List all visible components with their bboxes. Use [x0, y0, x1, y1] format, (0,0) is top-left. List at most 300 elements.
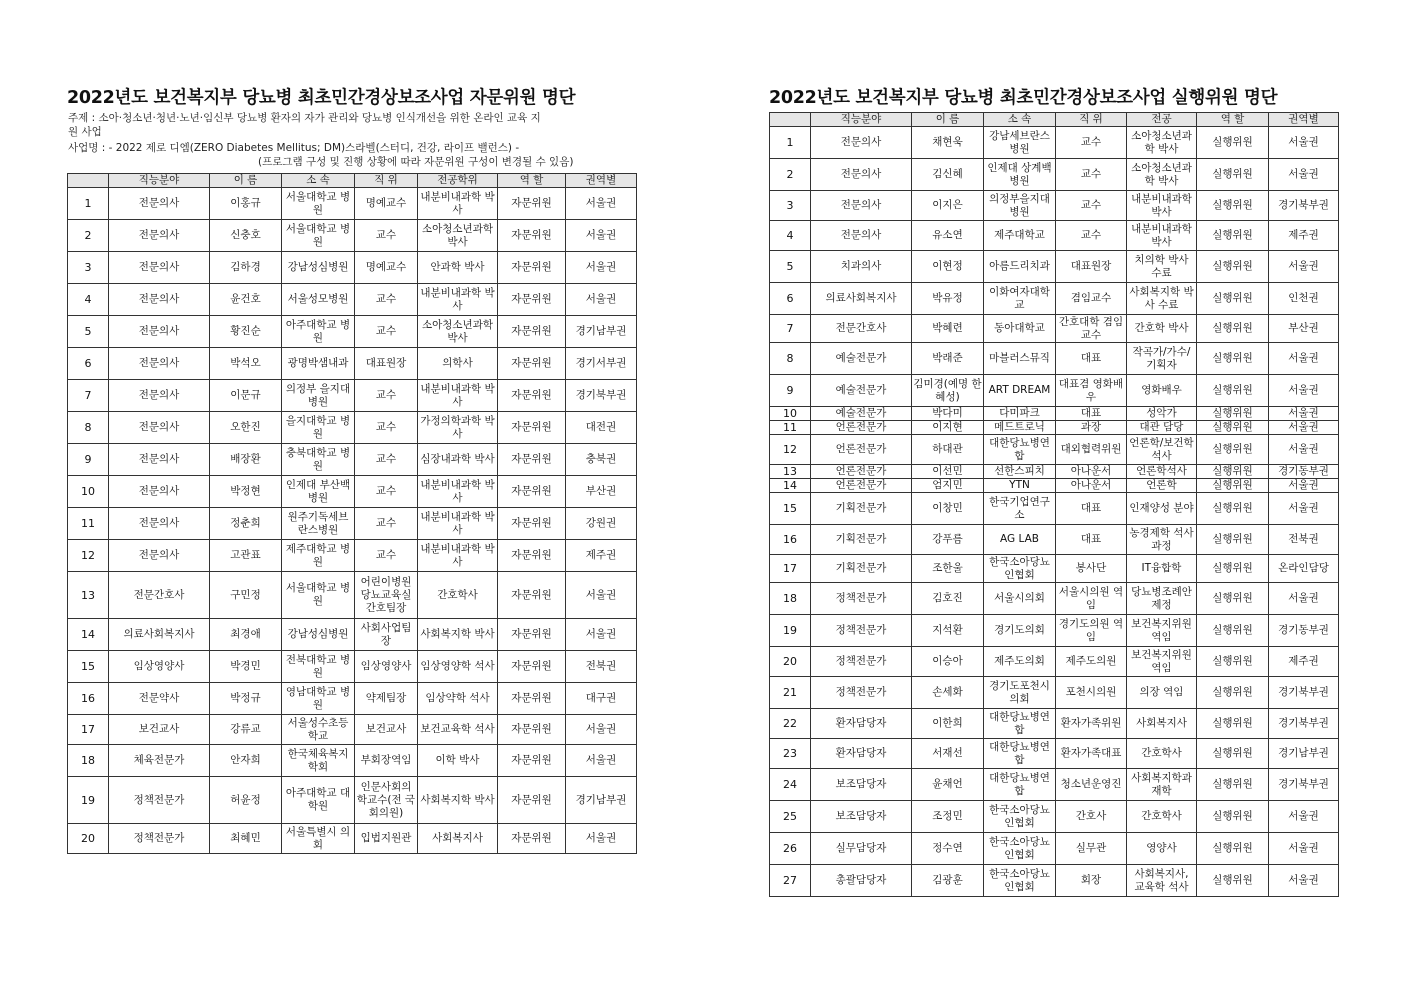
table-cell: 한국소아당뇨인협회: [984, 801, 1056, 833]
table-row: [68, 619, 637, 651]
table-cell: 대표원장: [355, 348, 418, 380]
table-cell: 전문간호사: [109, 572, 210, 619]
table-cell: 실행위원: [1197, 615, 1269, 647]
table-cell: 김신혜: [912, 159, 984, 191]
table-cell: 경기북부권: [566, 380, 637, 412]
table-cell: 박혜련: [912, 315, 984, 343]
table-cell: 사회복지학 박사: [418, 777, 498, 824]
table-cell: 사회복지학과 재학: [1127, 769, 1197, 801]
table-cell: 이창민: [912, 493, 984, 525]
table-cell: 동아대학교: [984, 315, 1056, 343]
table-cell: 자문위원: [498, 619, 566, 651]
table-cell: 정수연: [912, 833, 984, 865]
table-cell: 정책전문가: [109, 777, 210, 824]
table-cell: 서울대학교 병원: [282, 572, 355, 619]
table-cell: 실행위원: [1197, 493, 1269, 525]
table-cell: 경기동부권: [1269, 465, 1339, 479]
table-cell: 7: [68, 380, 109, 412]
table-cell: 대한당뇨병연합: [984, 769, 1056, 801]
table-cell: 입법지원관: [355, 824, 418, 854]
table-cell: 서울권: [1269, 583, 1339, 615]
table-cell: 6: [68, 348, 109, 380]
table-cell: 실무담당자: [811, 833, 912, 865]
table-cell: 실행위원: [1197, 251, 1269, 283]
table-cell: 실행위원: [1197, 127, 1269, 159]
table-cell: 아주대학교 대학원: [282, 777, 355, 824]
table-cell: 전문의사: [109, 444, 210, 476]
table-cell: 서울권: [1269, 833, 1339, 865]
table-cell: 전문의사: [109, 540, 210, 572]
table-cell: 부회장역임: [355, 745, 418, 777]
table-cell: 서울특별시 의회: [282, 824, 355, 854]
table-cell: 신충호: [210, 220, 282, 252]
table-cell: 이화여자대학교: [984, 283, 1056, 315]
table-cell: 실행위원: [1197, 833, 1269, 865]
table-row: [68, 508, 637, 540]
table-cell: 기획전문가: [811, 555, 912, 583]
table-cell: 경기북부권: [1269, 191, 1339, 221]
table-row: [770, 769, 1339, 801]
table-cell: 김미경(예명 한혜성): [912, 375, 984, 407]
table-cell: 15: [68, 651, 109, 683]
table-cell: 환자담당자: [811, 739, 912, 769]
table-cell: 명예교수: [355, 188, 418, 220]
table-row: [68, 476, 637, 508]
table-cell: 예술전문가: [811, 407, 912, 421]
table-row: [68, 220, 637, 252]
table-cell: 7: [770, 315, 811, 343]
table-cell: 인제대 상계백병원: [984, 159, 1056, 191]
table-cell: 대표: [1056, 493, 1127, 525]
table-cell: 교수: [355, 476, 418, 508]
table-cell: 포천시의원: [1056, 677, 1127, 709]
table-cell: 실행위원: [1197, 343, 1269, 375]
table-row: [770, 493, 1339, 525]
table-cell: 부산권: [566, 476, 637, 508]
table-row: [770, 739, 1339, 769]
table-cell: 2: [770, 159, 811, 191]
table-cell: 교수: [1056, 191, 1127, 221]
table-cell: 자문위원: [498, 683, 566, 715]
table-cell: 인제대 부산백병원: [282, 476, 355, 508]
table-cell: 제주권: [1269, 221, 1339, 251]
table-cell: 보건교사: [109, 715, 210, 745]
table-cell: 오한진: [210, 412, 282, 444]
table-cell: 과장: [1056, 421, 1127, 435]
table-cell: 전문의사: [109, 380, 210, 412]
table-cell: 실행위원: [1197, 865, 1269, 897]
table-cell: 박정현: [210, 476, 282, 508]
table-cell: 내분비내과학 박사: [418, 476, 498, 508]
table-cell: 간호사: [1056, 801, 1127, 833]
table-row: [770, 801, 1339, 833]
table-cell: 13: [770, 465, 811, 479]
table-row: [68, 540, 637, 572]
table-row: [68, 348, 637, 380]
table-cell: 윤건호: [210, 284, 282, 316]
left-header-col-1: 직능분야: [109, 174, 210, 188]
left-header-col-5: 전공학위: [418, 174, 498, 188]
table-cell: 16: [68, 683, 109, 715]
table-row: [68, 284, 637, 316]
table-cell: 허윤정: [210, 777, 282, 824]
table-row: [770, 315, 1339, 343]
table-cell: 광명박샘내과: [282, 348, 355, 380]
table-cell: 19: [770, 615, 811, 647]
table-cell: 자문위원: [498, 412, 566, 444]
table-cell: 당뇨병조례안 제정: [1127, 583, 1197, 615]
table-cell: 예술전문가: [811, 375, 912, 407]
table-cell: 임상영양사: [109, 651, 210, 683]
table-cell: 박석오: [210, 348, 282, 380]
table-cell: 하대관: [912, 435, 984, 465]
table-cell: 정책전문가: [811, 615, 912, 647]
table-cell: 봉사단: [1056, 555, 1127, 583]
table-cell: 27: [770, 865, 811, 897]
table-cell: 안자희: [210, 745, 282, 777]
table-cell: 보조담당자: [811, 769, 912, 801]
table-cell: 마블러스뮤직: [984, 343, 1056, 375]
table-cell: 환자가족위원: [1056, 709, 1127, 739]
table-cell: 22: [770, 709, 811, 739]
table-cell: 유소연: [912, 221, 984, 251]
table-cell: 대표: [1056, 343, 1127, 375]
table-cell: 언론학/보건학 석사: [1127, 435, 1197, 465]
table-cell: 실행위원: [1197, 421, 1269, 435]
table-cell: 15: [770, 493, 811, 525]
table-cell: 경기도의원 역임: [1056, 615, 1127, 647]
table-cell: 다미파크: [984, 407, 1056, 421]
table-cell: 제주권: [1269, 647, 1339, 677]
left-header-col-7: 권역별: [566, 174, 637, 188]
table-cell: 치과의사: [811, 251, 912, 283]
table-cell: 서울권: [566, 188, 637, 220]
table-cell: 사회복지사: [418, 824, 498, 854]
left-title: 2022년도 보건복지부 당뇨병 최초민간경상보조사업 자문위원 명단: [67, 88, 576, 108]
table-cell: 손세화: [912, 677, 984, 709]
right-header-col-6: 역 할: [1197, 113, 1269, 127]
table-cell: 자문위원: [498, 715, 566, 745]
table-row: [68, 651, 637, 683]
table-cell: 교수: [355, 284, 418, 316]
table-cell: 엄지민: [912, 479, 984, 493]
table-cell: 이홍규: [210, 188, 282, 220]
table-cell: 작곡가/가수/기획자: [1127, 343, 1197, 375]
table-row: [68, 188, 637, 220]
table-cell: 성악가: [1127, 407, 1197, 421]
table-cell: 전문의사: [109, 476, 210, 508]
table-cell: 서울권: [1269, 375, 1339, 407]
table-cell: 9: [770, 375, 811, 407]
table-cell: 자문위원: [498, 348, 566, 380]
table-cell: 김광훈: [912, 865, 984, 897]
table-cell: 보건복지위원 역임: [1127, 647, 1197, 677]
table-cell: 실행위원: [1197, 283, 1269, 315]
table-cell: 대전권: [566, 412, 637, 444]
table-cell: 인천권: [1269, 283, 1339, 315]
table-cell: 서울권: [566, 284, 637, 316]
table-cell: 17: [770, 555, 811, 583]
table-cell: 전문의사: [109, 348, 210, 380]
table-cell: 구민정: [210, 572, 282, 619]
table-cell: 서울권: [566, 715, 637, 745]
table-cell: 교수: [1056, 159, 1127, 191]
table-cell: 약제팀장: [355, 683, 418, 715]
table-cell: 서울권: [566, 745, 637, 777]
table-cell: 인문사회의학교수(전 국회의원): [355, 777, 418, 824]
table-row: [770, 709, 1339, 739]
table-cell: 사회사업팀장: [355, 619, 418, 651]
table-cell: 한국기업연구소: [984, 493, 1056, 525]
table-cell: 전문의사: [109, 188, 210, 220]
table-cell: 17: [68, 715, 109, 745]
table-cell: 한국소아당뇨인협회: [984, 555, 1056, 583]
table-cell: 서울시의원 역임: [1056, 583, 1127, 615]
table-cell: 서울권: [1269, 343, 1339, 375]
table-cell: 전문약사: [109, 683, 210, 715]
table-cell: 서울권: [1269, 127, 1339, 159]
table-cell: 간호학사: [1127, 801, 1197, 833]
table-row: [770, 343, 1339, 375]
table-cell: 실행위원: [1197, 769, 1269, 801]
table-cell: 소아청소년과학 박사: [418, 316, 498, 348]
table-cell: 이학 박사: [418, 745, 498, 777]
table-cell: 간호대학 겸임교수: [1056, 315, 1127, 343]
advisory-committee-table: [67, 173, 637, 854]
table-cell: 소아청소년과학 박사: [418, 220, 498, 252]
table-cell: 자문위원: [498, 824, 566, 854]
table-cell: 의학사: [418, 348, 498, 380]
table-cell: 이선민: [912, 465, 984, 479]
left-subject-line1: 주제 : 소아·청소년·청년·노년·임신부 당뇨병 환자의 자가 관리와 당뇨병 인식개선을 위한 온라인 교육 지: [68, 112, 541, 124]
table-row: [68, 252, 637, 284]
table-cell: 서울권: [1269, 159, 1339, 191]
table-cell: 실행위원: [1197, 647, 1269, 677]
table-cell: 20: [68, 824, 109, 854]
table-cell: 충북권: [566, 444, 637, 476]
table-cell: 치의학 박사 수료: [1127, 251, 1197, 283]
table-cell: 윤채언: [912, 769, 984, 801]
table-cell: 김하경: [210, 252, 282, 284]
table-cell: 대한당뇨병연합: [984, 709, 1056, 739]
table-cell: 1: [770, 127, 811, 159]
table-cell: 언론전문가: [811, 435, 912, 465]
table-cell: 1: [68, 188, 109, 220]
table-cell: 서울성모병원: [282, 284, 355, 316]
table-cell: 소아청소년과학 박사: [1127, 159, 1197, 191]
table-cell: 심장내과학 박사: [418, 444, 498, 476]
table-cell: 전문의사: [811, 159, 912, 191]
table-cell: 내분비내과학 박사: [418, 284, 498, 316]
table-cell: 강류교: [210, 715, 282, 745]
table-cell: 선한스피치: [984, 465, 1056, 479]
table-cell: 실행위원: [1197, 739, 1269, 769]
table-cell: 자문위원: [498, 540, 566, 572]
table-cell: 자문위원: [498, 777, 566, 824]
table-cell: 아름드리치과: [984, 251, 1056, 283]
table-cell: 자문위원: [498, 651, 566, 683]
table-cell: 교수: [355, 220, 418, 252]
table-row: [770, 615, 1339, 647]
table-cell: 의정부을지대병원: [984, 191, 1056, 221]
table-cell: 실행위원: [1197, 709, 1269, 739]
table-cell: 20: [770, 647, 811, 677]
table-cell: 경기남부권: [566, 777, 637, 824]
table-cell: 사회복지사: [1127, 709, 1197, 739]
table-cell: 제주권: [566, 540, 637, 572]
table-cell: 경기남부권: [1269, 739, 1339, 769]
table-cell: 원주기독세브란스병원: [282, 508, 355, 540]
table-row: [68, 572, 637, 619]
table-cell: 교수: [355, 540, 418, 572]
table-cell: 서울권: [566, 220, 637, 252]
table-cell: 사회복지학 박사: [418, 619, 498, 651]
table-cell: 제주대학교 병원: [282, 540, 355, 572]
table-cell: 23: [770, 739, 811, 769]
table-cell: 언론학: [1127, 479, 1197, 493]
table-cell: 지석환: [912, 615, 984, 647]
table-cell: 체육전문가: [109, 745, 210, 777]
table-cell: 임상영양사: [355, 651, 418, 683]
table-cell: 이지현: [912, 421, 984, 435]
table-cell: 간호학사: [418, 572, 498, 619]
table-cell: 자문위원: [498, 188, 566, 220]
table-cell: 박다미: [912, 407, 984, 421]
table-row: [770, 251, 1339, 283]
table-cell: 이승아: [912, 647, 984, 677]
left-header-col-3: 소 속: [282, 174, 355, 188]
table-cell: 아주대학교 병원: [282, 316, 355, 348]
table-cell: 내분비내과학 박사: [1127, 191, 1197, 221]
table-cell: 김호진: [912, 583, 984, 615]
table-cell: 대관 담당: [1127, 421, 1197, 435]
table-cell: 내분비내과학 박사: [418, 188, 498, 220]
table-cell: 임상영양학 석사: [418, 651, 498, 683]
table-cell: 을지대학교 병원: [282, 412, 355, 444]
table-cell: 3: [68, 252, 109, 284]
table-cell: 교수: [355, 316, 418, 348]
table-cell: 경기서부권: [566, 348, 637, 380]
table-cell: 자문위원: [498, 220, 566, 252]
table-cell: 대한당뇨병연합: [984, 739, 1056, 769]
table-cell: 서울권: [1269, 865, 1339, 897]
table-cell: 18: [770, 583, 811, 615]
table-cell: 아나운서: [1056, 479, 1127, 493]
table-cell: 간호학사: [1127, 739, 1197, 769]
left-header-col-0: [68, 174, 109, 188]
right-header-col-5: 전공: [1127, 113, 1197, 127]
table-cell: 12: [770, 435, 811, 465]
table-cell: 언론전문가: [811, 465, 912, 479]
table-row: [770, 221, 1339, 251]
table-cell: 전문의사: [109, 316, 210, 348]
table-cell: 전문의사: [811, 191, 912, 221]
table-cell: 이지은: [912, 191, 984, 221]
left-subject-line2: 원 사업: [68, 126, 102, 138]
table-cell: 교수: [1056, 127, 1127, 159]
table-cell: 9: [68, 444, 109, 476]
table-cell: 대한당뇨병연합: [984, 435, 1056, 465]
table-cell: 서울권: [1269, 435, 1339, 465]
table-cell: 정책전문가: [811, 647, 912, 677]
table-cell: 강남성심병원: [282, 619, 355, 651]
table-cell: 자문위원: [498, 745, 566, 777]
table-row: [770, 583, 1339, 615]
table-cell: 자문위원: [498, 572, 566, 619]
table-row: [68, 745, 637, 777]
table-cell: 최혜민: [210, 824, 282, 854]
table-cell: 경기북부권: [1269, 769, 1339, 801]
table-cell: 대표: [1056, 525, 1127, 555]
table-cell: AG LAB: [984, 525, 1056, 555]
right-header-col-0: [770, 113, 811, 127]
table-row: [770, 555, 1339, 583]
table-cell: 총괄담당자: [811, 865, 912, 897]
table-cell: 서울성수초등학교: [282, 715, 355, 745]
table-cell: 실행위원: [1197, 583, 1269, 615]
table-cell: 대표겸 영화배우: [1056, 375, 1127, 407]
left-note: (프로그램 구성 및 진행 상황에 따라 자문위원 구성이 변경될 수 있음): [258, 156, 574, 168]
table-cell: 서울권: [1269, 407, 1339, 421]
table-cell: 전문의사: [109, 284, 210, 316]
table-cell: 언론전문가: [811, 479, 912, 493]
table-cell: 서울권: [566, 572, 637, 619]
table-cell: 8: [68, 412, 109, 444]
table-cell: 채현욱: [912, 127, 984, 159]
table-cell: 내분비내과학 박사: [418, 540, 498, 572]
right-header-col-1: 직능분야: [811, 113, 912, 127]
table-cell: 제주도의회: [984, 647, 1056, 677]
table-row: [770, 833, 1339, 865]
table-cell: 간호학 박사: [1127, 315, 1197, 343]
table-cell: 영화배우: [1127, 375, 1197, 407]
table-cell: 12: [68, 540, 109, 572]
table-cell: 교수: [1056, 221, 1127, 251]
table-cell: 기획전문가: [811, 493, 912, 525]
table-cell: 제주대학교: [984, 221, 1056, 251]
table-row: [770, 407, 1339, 421]
table-cell: IT융합학: [1127, 555, 1197, 583]
table-cell: 14: [770, 479, 811, 493]
table-row: [68, 824, 637, 854]
table-row: [770, 525, 1339, 555]
table-cell: YTN: [984, 479, 1056, 493]
table-cell: 전문의사: [109, 412, 210, 444]
right-header-col-4: 직 위: [1056, 113, 1127, 127]
table-cell: 서울권: [1269, 801, 1339, 833]
executive-committee-table: [769, 112, 1339, 897]
table-cell: 영남대학교 병원: [282, 683, 355, 715]
table-cell: 이한희: [912, 709, 984, 739]
right-header-col-7: 권역별: [1269, 113, 1339, 127]
table-cell: 19: [68, 777, 109, 824]
table-cell: 부산권: [1269, 315, 1339, 343]
table-cell: 실행위원: [1197, 407, 1269, 421]
table-cell: 보건교육학 석사: [418, 715, 498, 745]
table-cell: 경기북부권: [1269, 709, 1339, 739]
table-cell: 13: [68, 572, 109, 619]
table-cell: 전문의사: [109, 220, 210, 252]
table-cell: 전문의사: [109, 508, 210, 540]
table-cell: 사회복지사, 교육학 석사: [1127, 865, 1197, 897]
table-cell: 최경애: [210, 619, 282, 651]
table-row: [68, 715, 637, 745]
table-cell: 임상약학 석사: [418, 683, 498, 715]
table-cell: 영양사: [1127, 833, 1197, 865]
table-cell: 자문위원: [498, 476, 566, 508]
table-cell: 청소년운영진: [1056, 769, 1127, 801]
table-row: [770, 677, 1339, 709]
